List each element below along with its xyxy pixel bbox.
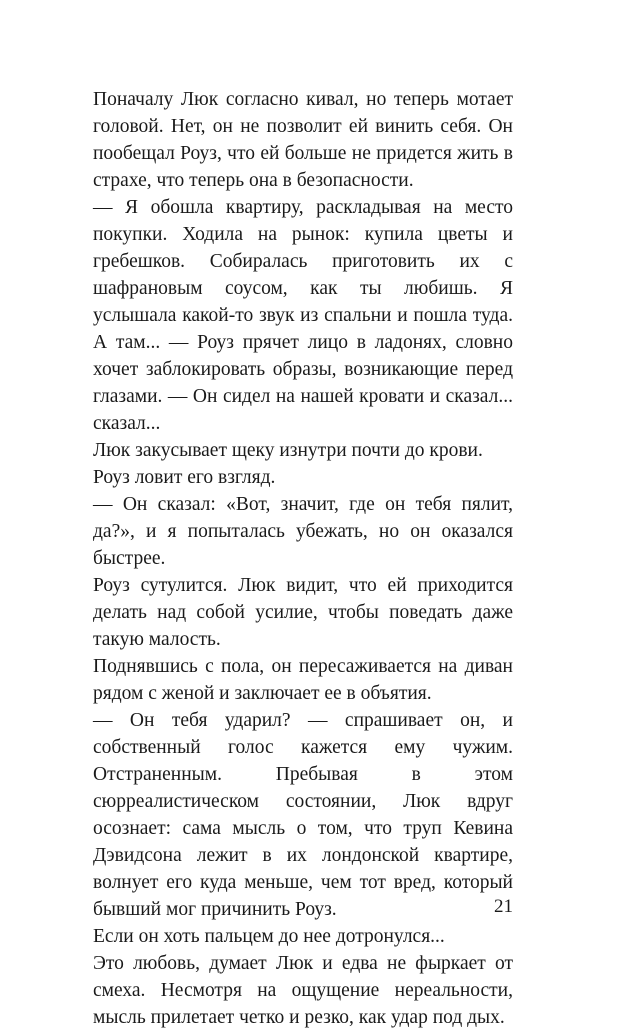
paragraph-4: Роуз ловит его взгляд. bbox=[93, 467, 276, 488]
paragraph-6: Роуз сутулится. Люк видит, что ей приходится делать над собой усилие, чтобы поведать даже такую малость. bbox=[93, 575, 513, 650]
paragraph-5: — Он сказал: «Вот, значит, где он тебя пялит, да?», и я попыталась убежать, но он оказался быстрее. bbox=[93, 494, 513, 569]
paragraph-2: — Я обошла квартиру, раскладывая на место покупки. Ходила на рынок: купила цветы и гребешков. Собиралась приготовить их с шафрановым соусом, как ты любишь. Я услышала какой-то звук из спальни и пошла туда. А там... — Роуз прячет лицо в ладонях, словно хочет заблокировать образы, возникающие перед глазами. — Он сидел на нашей кровати и сказал... сказал... bbox=[93, 197, 513, 434]
paragraph-8: — Он тебя ударил? — спрашивает он, и собственный голос кажется ему чужим. Отстраненным. Пребывая в этом сюрреалистическом состоянии, Люк вдруг осознает: сама мысль о том, что труп Кевина Дэвидсона лежит в их лондонской квартире, волнует его куда меньше, чем тот вред, который бывший мог причинить Роуз. bbox=[93, 710, 513, 920]
paragraph-10: Это любовь, думает Люк и едва не фыркает от смеха. Несмотря на ощущение нереальности, мысль прилетает четко и резко, как удар под дых. bbox=[93, 953, 513, 1028]
page-body bbox=[93, 86, 513, 1031]
page-number: 21 bbox=[494, 896, 513, 917]
paragraph-7: Поднявшись с пола, он пересаживается на диван рядом с женой и заключает ее в объятия. bbox=[93, 656, 513, 704]
paragraph-1: Поначалу Люк согласно кивал, но теперь мотает головой. Нет, он не позволит ей винить себя. Он пообещал Роуз, что ей больше не придется жить в страхе, что теперь она в безопасности. bbox=[93, 89, 513, 191]
paragraph-3: Люк закусывает щеку изнутри почти до крови. bbox=[93, 440, 483, 461]
paragraph-9: Если он хоть пальцем до нее дотронулся... bbox=[93, 926, 445, 947]
